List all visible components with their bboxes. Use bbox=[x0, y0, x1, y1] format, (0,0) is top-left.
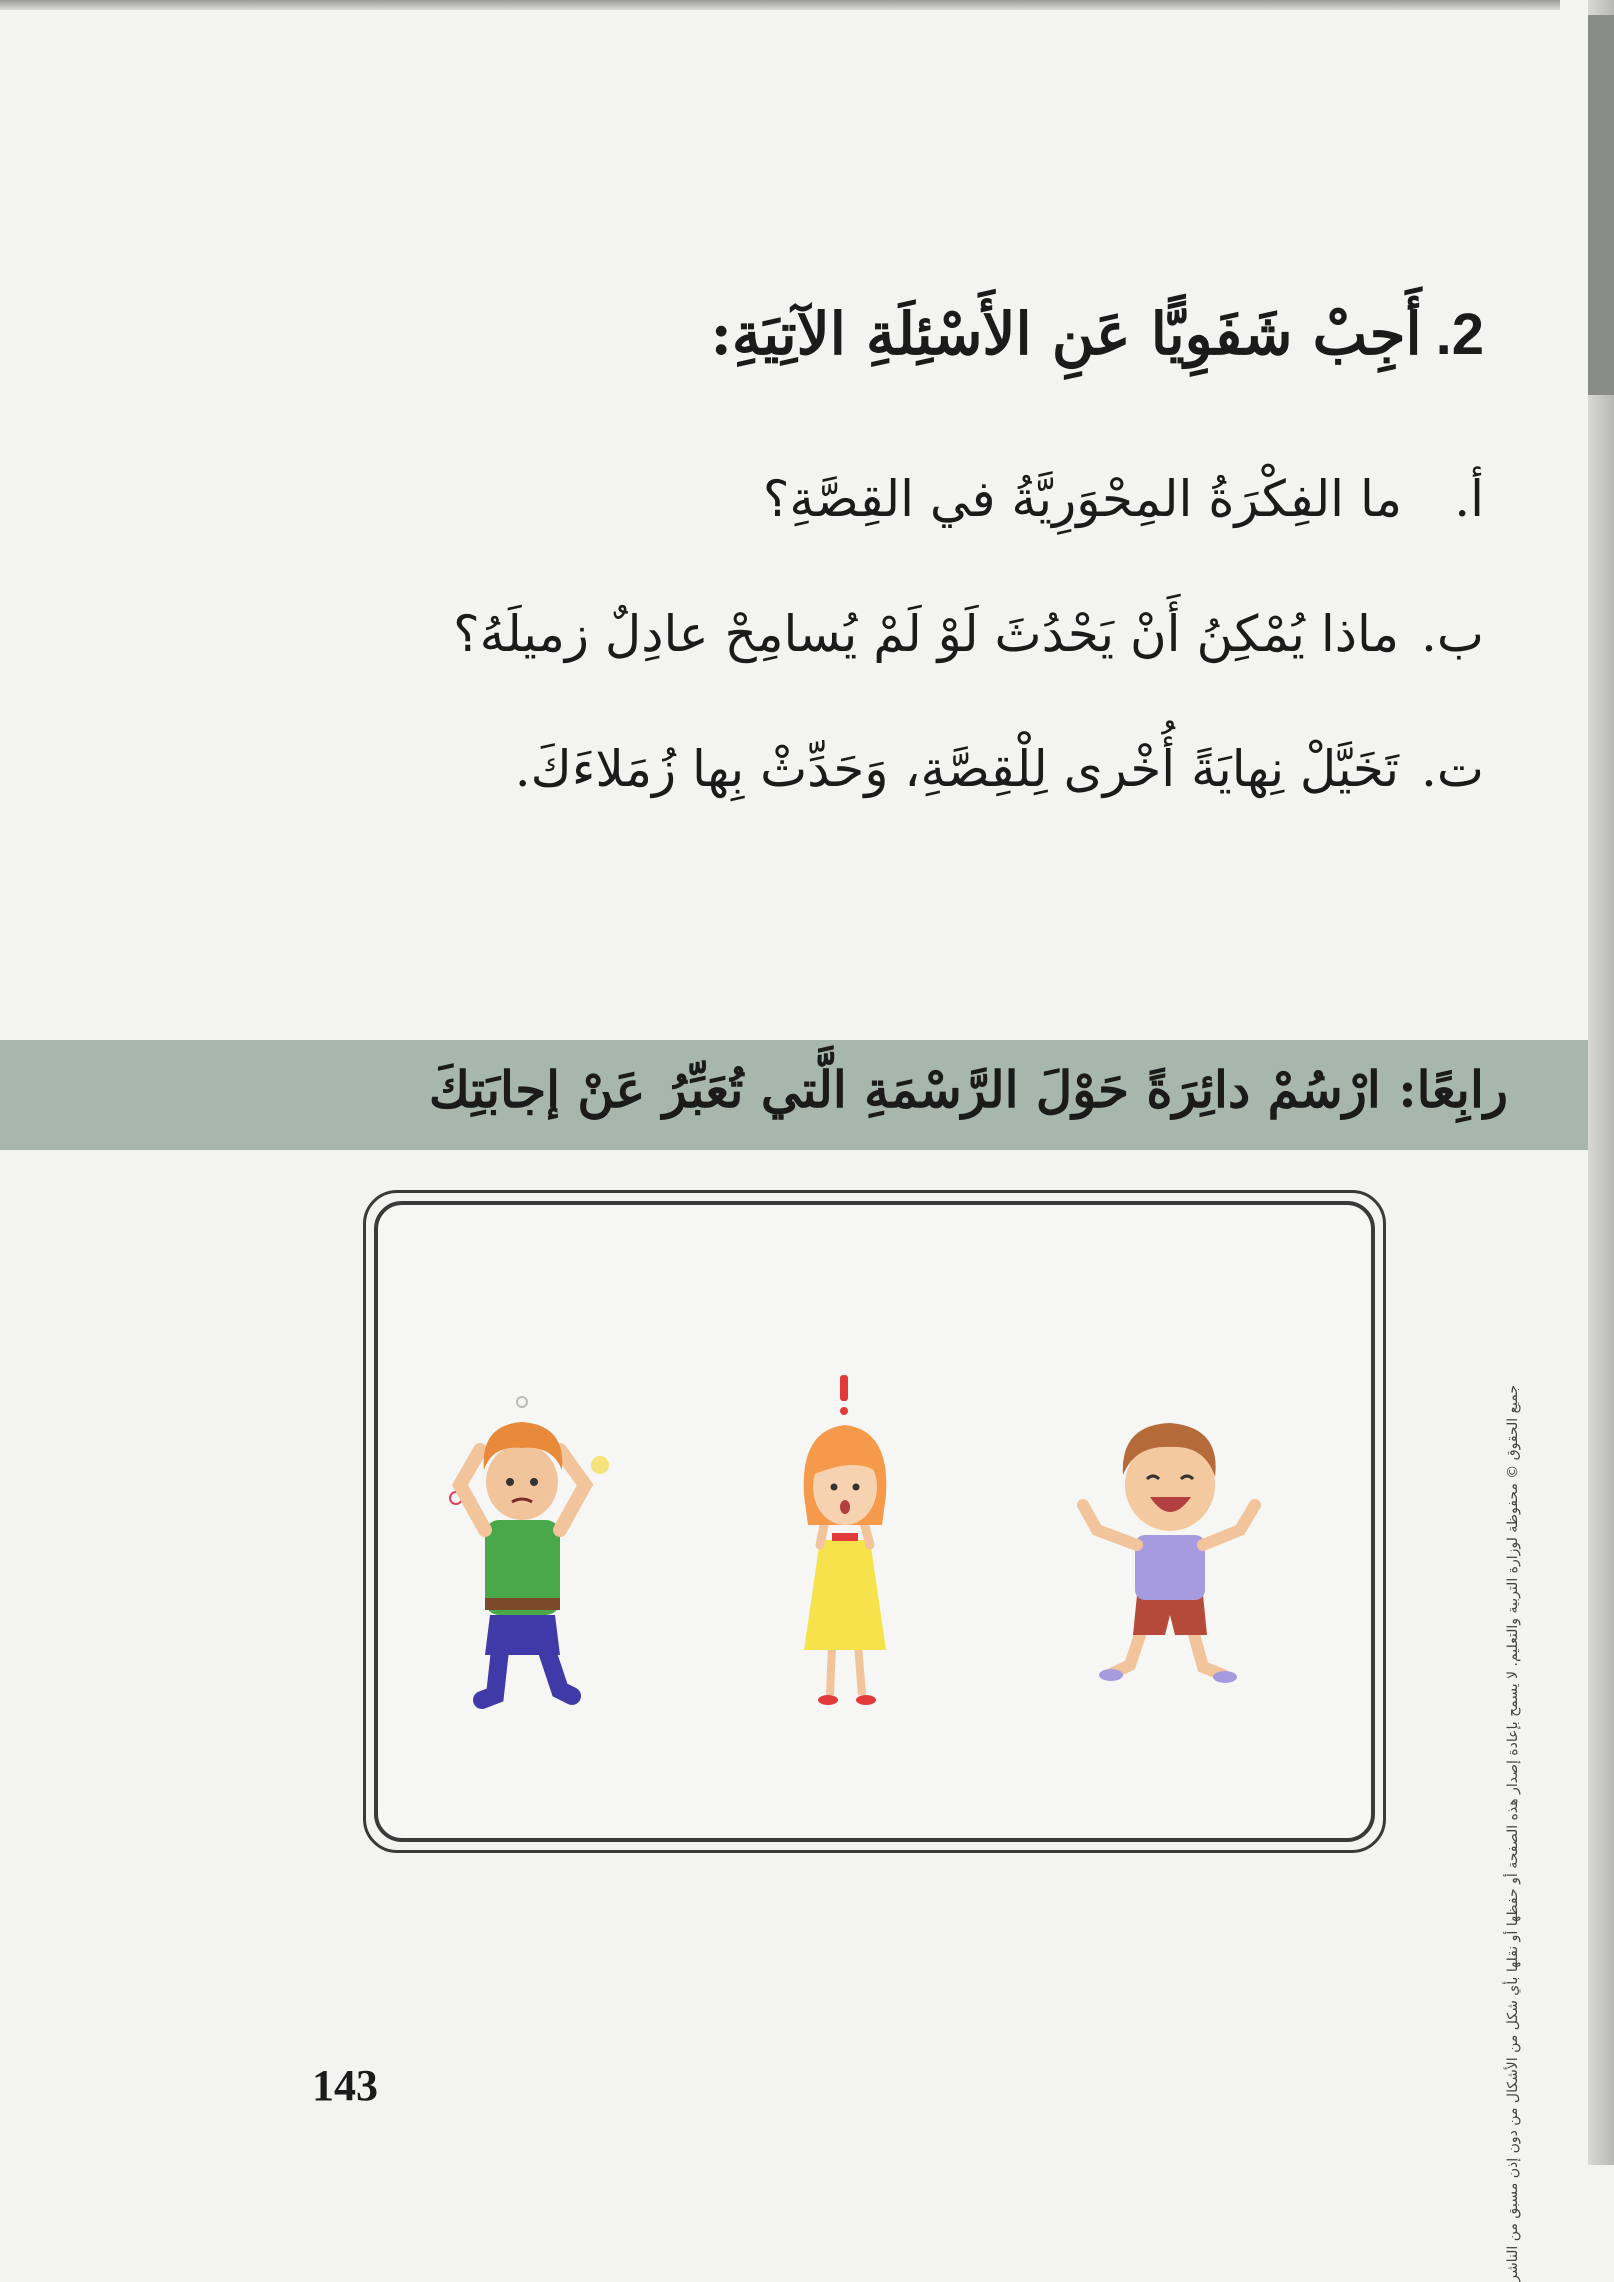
happy-boy-illustration[interactable] bbox=[1075, 1405, 1265, 1695]
question-text: ما الفِكْرَةُ المِحْوَرِيَّةُ في القِصَّةِ؟ bbox=[762, 470, 1402, 528]
page-edge bbox=[1588, 0, 1614, 2165]
page-number: 143 bbox=[312, 2061, 378, 2110]
question-letter: ب. bbox=[1421, 605, 1484, 663]
question-letter: ت. bbox=[1421, 740, 1484, 798]
surprised-girl-illustration[interactable] bbox=[790, 1375, 900, 1715]
banner-title: رابِعًا: ارْسُمْ دائِرَةً حَوْلَ الرَّسْمَةِ الَّتي تُعَبِّرُ عَنْ إجابَتِكَ bbox=[428, 1060, 1508, 1119]
questions-heading bbox=[711, 300, 1485, 368]
copyright-note: جميع الحقوق © محفوظة لوزارة التربية والتعليم. لا يسمح بإعادة إصدار هذه الصفحة أو حفظها أو نقلها بأي شكل من الأشكال من دون إذن مسبق من الناشر bbox=[1505, 1385, 1521, 2282]
heading-title: أَجِبْ شَفَوِيًّا عَنِ الأَسْئِلَةِ الآتِيَةِ: bbox=[710, 300, 1422, 368]
question-text: تَخَيَّلْ نِهايَةً أُخْرى لِلْقِصَّةِ، وَحَدِّثْ بِها زُمَلاءَكَ. bbox=[514, 740, 1400, 798]
question-item bbox=[515, 740, 1484, 798]
question-item bbox=[453, 605, 1484, 663]
top-rule bbox=[0, 0, 1560, 10]
confused-boy-illustration[interactable] bbox=[440, 1390, 620, 1710]
page-edge-band bbox=[1588, 15, 1614, 395]
question-letter: أ. bbox=[1454, 470, 1484, 528]
question-text: ماذا يُمْكِنُ أَنْ يَحْدُثَ لَوْ لَمْ يُسامِحْ عادِلٌ زميلَهُ؟ bbox=[453, 605, 1400, 663]
section-banner bbox=[0, 1040, 1588, 1150]
heading-number: 2. bbox=[1435, 302, 1484, 367]
question-item bbox=[763, 470, 1484, 528]
